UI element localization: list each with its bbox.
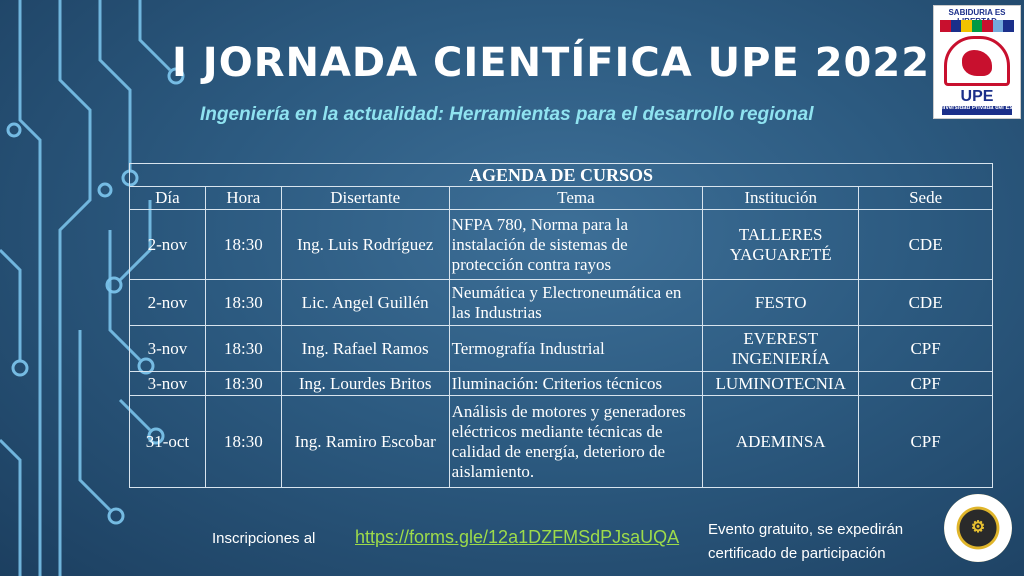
page-title: I JORNADA CIENTÍFICA UPE 2022 — [172, 40, 931, 86]
flags-icon — [940, 20, 1014, 32]
cell-hora: 18:30 — [205, 280, 281, 326]
cell-tema: Neumática y Electroneumática en las Industrias — [449, 280, 703, 326]
event-note-line1: Evento gratuito, se expedirán — [708, 521, 904, 538]
column-header-disertante: Disertante — [281, 187, 449, 210]
cell-sede: CDE — [859, 210, 993, 280]
logo-university-name: Universidad Privada del Este — [935, 105, 1019, 111]
table-row — [130, 326, 993, 372]
table-row — [130, 280, 993, 326]
registration-label: Inscripciones al — [212, 530, 316, 547]
registration-link[interactable]: https://forms.gle/12a1DZFMSdPJsaUQA — [355, 527, 680, 547]
cell-sede: CDE — [859, 280, 993, 326]
gear-icon: ⚙ — [970, 519, 986, 536]
table-row — [130, 210, 993, 280]
cell-institucion: LUMINOTECNIA — [703, 372, 859, 396]
page-subtitle: Ingeniería en la actualidad: Herramientas para el desarrollo regional — [200, 104, 814, 125]
cell-disertante: Lic. Angel Guillén — [281, 280, 449, 326]
cell-dia: 2-nov — [130, 280, 206, 326]
event-note-line2: certificado de participación — [708, 545, 886, 562]
column-header-dia: Día — [130, 187, 206, 210]
cell-tema: NFPA 780, Norma para la instalación de sistemas de protección contra rayos — [449, 210, 703, 280]
table-row — [130, 372, 993, 396]
cell-dia: 3-nov — [130, 372, 206, 396]
cell-disertante: Ing. Ramiro Escobar — [281, 396, 449, 488]
cell-disertante: Ing. Rafael Ramos — [281, 326, 449, 372]
event-note — [708, 518, 903, 566]
cell-tema: Iluminación: Criterios técnicos — [449, 372, 703, 396]
cell-hora: 18:30 — [205, 372, 281, 396]
cell-tema: Termografía Industrial — [449, 326, 703, 372]
cell-dia: 31-oct — [130, 396, 206, 488]
cell-sede: CPF — [859, 396, 993, 488]
cell-sede: CPF — [859, 372, 993, 396]
cell-disertante: Ing. Luis Rodríguez — [281, 210, 449, 280]
upe-logo — [933, 5, 1021, 119]
logo-ring-text: SABIDURIA ES — [948, 8, 1006, 17]
cell-institucion: EVEREST INGENIERÍA — [703, 326, 859, 372]
cell-institucion: TALLERES YAGUARETÉ — [703, 210, 859, 280]
university-seal-icon — [944, 494, 1012, 562]
agenda-title: AGENDA DE CURSOS — [130, 164, 993, 187]
column-header-sede: Sede — [859, 187, 993, 210]
cell-hora: 18:30 — [205, 326, 281, 372]
cell-dia: 3-nov — [130, 326, 206, 372]
column-header-tema: Tema — [449, 187, 703, 210]
agenda-table — [129, 163, 993, 488]
cell-hora: 18:30 — [205, 210, 281, 280]
cell-institucion: FESTO — [703, 280, 859, 326]
cell-institucion: ADEMINSA — [703, 396, 859, 488]
cell-disertante: Ing. Lourdes Britos — [281, 372, 449, 396]
cell-dia: 2-nov — [130, 210, 206, 280]
logo-abbr: UPE — [934, 88, 1020, 106]
column-header-hora: Hora — [205, 187, 281, 210]
cell-sede: CPF — [859, 326, 993, 372]
column-header-institucion: Institución — [703, 187, 859, 210]
cell-hora: 18:30 — [205, 396, 281, 488]
cell-tema: Análisis de motores y generadores eléctricos mediante técnicas de calidad de energía, deterioro de aislamiento. — [449, 396, 703, 488]
table-row — [130, 396, 993, 488]
